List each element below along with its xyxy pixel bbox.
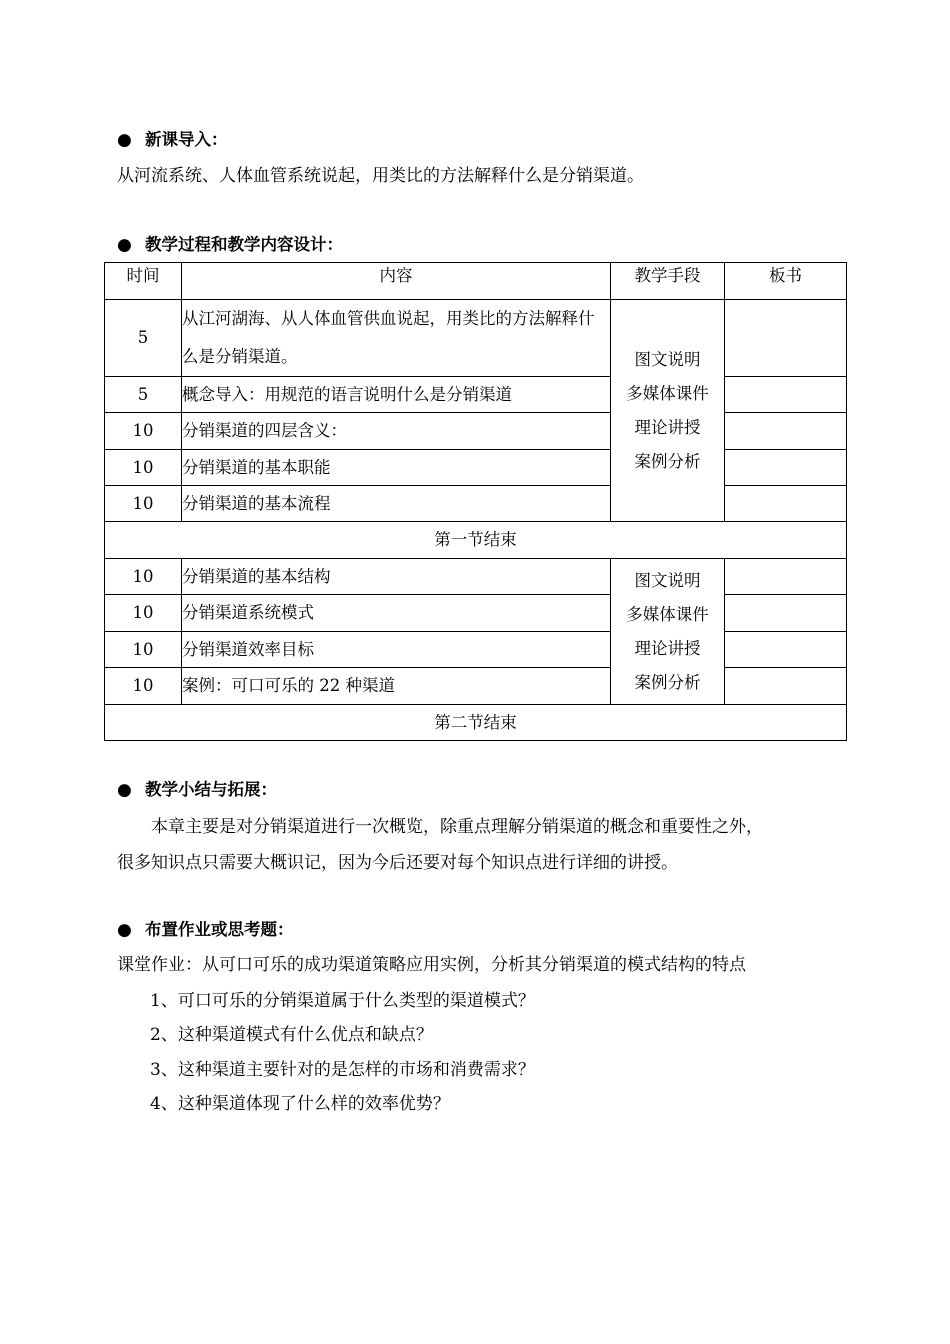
method-item: 图文说明: [634, 349, 701, 369]
table-row: [105, 559, 847, 595]
method-cell: [611, 300, 725, 522]
time-cell: 10: [105, 559, 182, 595]
method-item: 案例分析: [634, 672, 701, 692]
section-end-row: [105, 705, 847, 741]
section-heading-process: [117, 231, 343, 255]
content-cell: 分销渠道的基本流程: [182, 486, 611, 522]
section-heading-intro: [117, 126, 228, 150]
board-cell: [725, 413, 847, 450]
heading-text: 教学过程和教学内容设计：: [145, 235, 343, 254]
section-end-label: 第二节结束: [105, 705, 847, 741]
table-row: [105, 486, 847, 522]
table-row: [105, 300, 847, 377]
method-item: 多媒体课件: [626, 604, 709, 624]
content-cell: 案例：可口可乐的 22 种渠道: [182, 668, 611, 705]
homework-intro: 课堂作业：从可口可乐的成功渠道策略应用实例，分析其分销渠道的模式结构的特点: [117, 955, 746, 975]
time-cell: 10: [105, 632, 182, 668]
summary-line-1: 本章主要是对分销渠道进行一次概览，除重点理解分销渠道的概念和重要性之外，: [151, 817, 763, 837]
heading-text: 教学小结与拓展：: [145, 780, 277, 799]
method-item: 理论讲授: [634, 638, 701, 658]
bullet-icon: ●: [117, 780, 132, 800]
table-row: [105, 632, 847, 668]
board-cell: [725, 632, 847, 668]
table-row: [105, 413, 847, 450]
homework-question: 1、可口可乐的分销渠道属于什么类型的渠道模式？: [150, 991, 535, 1011]
homework-question: 3、这种渠道主要针对的是怎样的市场和消费需求？: [150, 1060, 535, 1080]
board-cell: [725, 377, 847, 413]
section-end-row: [105, 522, 847, 559]
time-cell: 5: [105, 300, 182, 377]
table-header-row: [105, 263, 847, 300]
intro-text: 从河流系统、人体血管系统说起，用类比的方法解释什么是分销渠道。: [117, 166, 644, 186]
table-row: [105, 377, 847, 413]
heading-text: 新课导入：: [145, 130, 228, 149]
content-cell: 分销渠道效率目标: [182, 632, 611, 668]
content-cell: 分销渠道的四层含义：: [182, 413, 611, 450]
board-cell: [725, 300, 847, 377]
bullet-icon: ●: [117, 235, 132, 255]
bullet-icon: ●: [117, 920, 132, 940]
content-cell: 分销渠道的基本职能: [182, 450, 611, 486]
table-row: [105, 450, 847, 486]
header-method: 教学手段: [611, 263, 725, 300]
content-cell: 概念导入：用规范的语言说明什么是分销渠道: [182, 377, 611, 413]
heading-text: 布置作业或思考题：: [145, 920, 294, 939]
time-cell: 5: [105, 377, 182, 413]
time-cell: 10: [105, 450, 182, 486]
header-content: 内容: [182, 263, 611, 300]
header-time: 时间: [105, 263, 182, 300]
method-cell: [611, 559, 725, 705]
summary-line-2: 很多知识点只需要大概识记，因为今后还要对每个知识点进行详细的讲授。: [117, 853, 678, 873]
method-item: 理论讲授: [634, 417, 701, 437]
content-cell: 从江河湖海、从人体血管供血说起，用类比的方法解释什么是分销渠道。: [182, 300, 611, 377]
board-cell: [725, 450, 847, 486]
table-row: [105, 595, 847, 632]
method-item: 图文说明: [634, 570, 701, 590]
teaching-plan-table: [104, 262, 847, 741]
header-board: 板书: [725, 263, 847, 300]
content-cell: 分销渠道的基本结构: [182, 559, 611, 595]
homework-question: 4、这种渠道体现了什么样的效率优势？: [150, 1094, 450, 1114]
bullet-icon: ●: [117, 130, 132, 150]
table-row: [105, 668, 847, 705]
section-heading-homework: [117, 916, 294, 940]
time-cell: 10: [105, 668, 182, 705]
time-cell: 10: [105, 595, 182, 632]
board-cell: [725, 668, 847, 705]
method-item: 案例分析: [634, 451, 701, 471]
time-cell: 10: [105, 413, 182, 450]
section-heading-summary: [117, 776, 277, 800]
section-end-label: 第一节结束: [105, 522, 847, 559]
board-cell: [725, 595, 847, 632]
time-cell: 10: [105, 486, 182, 522]
board-cell: [725, 486, 847, 522]
method-item: 多媒体课件: [626, 383, 709, 403]
homework-question: 2、这种渠道模式有什么优点和缺点？: [150, 1025, 433, 1045]
board-cell: [725, 559, 847, 595]
content-cell: 分销渠道系统模式: [182, 595, 611, 632]
